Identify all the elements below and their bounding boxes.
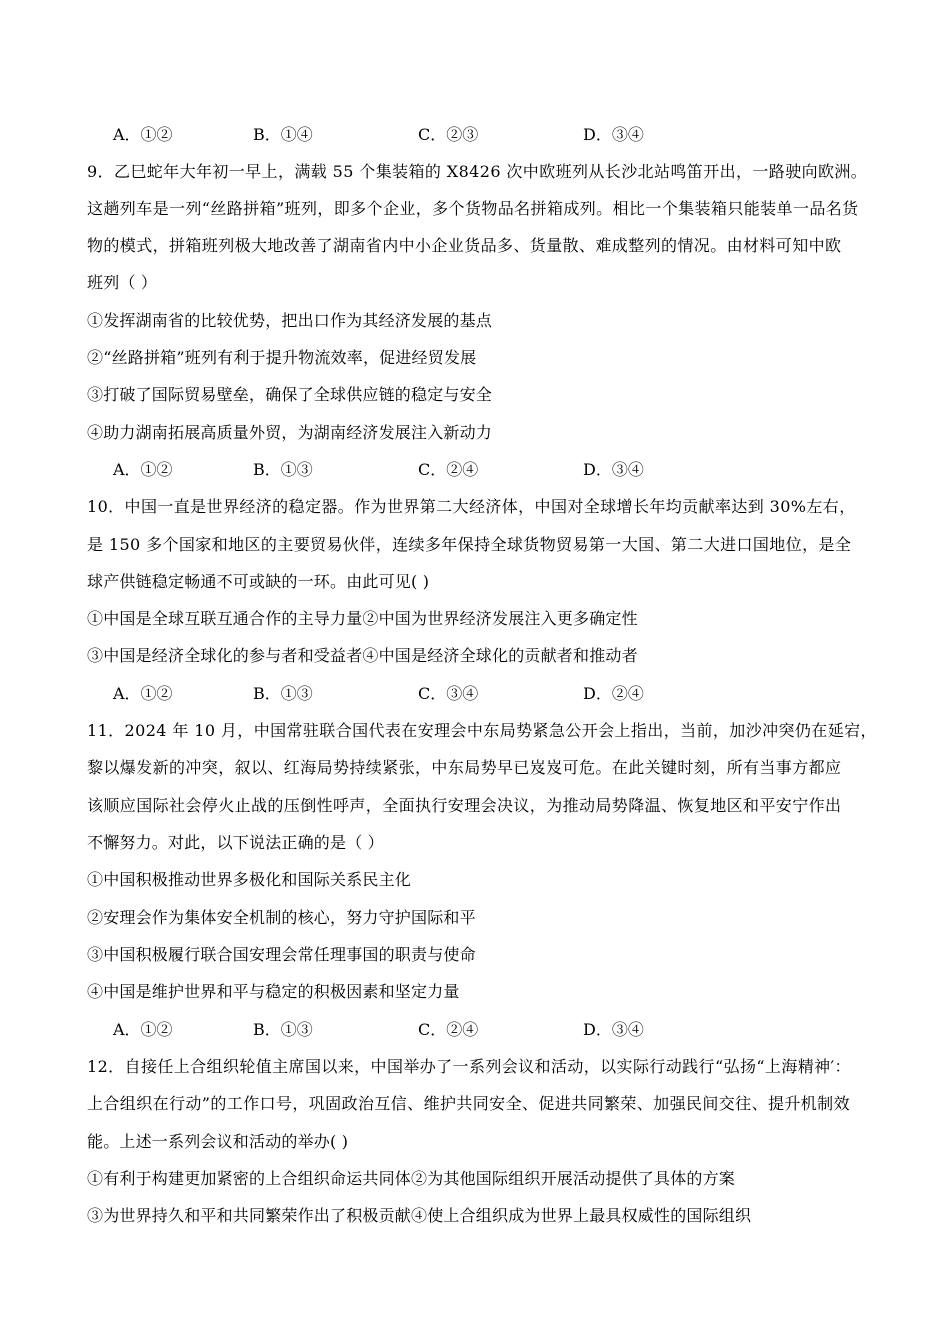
q11-stem-line-3: 该顺应国际社会停火止战的压倒性呼声，全面执行安理会决议，为推动局势降温、恢复地区和平安宁作出 — [87, 796, 842, 815]
q11-stem-line-4: 不懈努力。对此，以下说法正确的是（ ） — [87, 833, 384, 852]
q12-item-1: ①有利于构建更加紧密的上合组织命运共同体②为其他国际组织开展活动提供了具体的方案 — [87, 1169, 736, 1188]
q10-option-d[interactable]: D．②④ — [583, 684, 644, 703]
q10-stem-line-2: 是 150 多个国家和地区的主要贸易伙伴，连续多年保持全球货物贸易第一大国、第二大进口国地位，是全 — [87, 535, 852, 554]
q12-stem-line-3: 能。上述一系列会议和活动的举办( ) — [87, 1132, 349, 1151]
q9-item-2: ②“丝路拼箱”班列有利于提升物流效率，促进经贸发展 — [87, 348, 477, 367]
q9-stem-line-2: 这趟列车是一列“丝路拼箱”班列，即多个企业，多个货物品名拼箱成列。相比一个集装箱只能装单一品名货 — [87, 199, 859, 218]
q11-option-a[interactable]: A．①② — [113, 1020, 173, 1039]
q8-option-c[interactable]: C．②③ — [418, 125, 479, 144]
q9-option-b[interactable]: B．①③ — [253, 460, 313, 479]
q8-option-b[interactable]: B．①④ — [253, 125, 313, 144]
q8-option-d[interactable]: D．③④ — [583, 125, 644, 144]
q11-options — [113, 1019, 813, 1041]
q12-stem-line-1: 12．自接任上合组织轮值主席国以来，中国举办了一系列会议和活动，以实际行动践行“弘扬“上海精神′： — [87, 1057, 851, 1076]
q10-options — [113, 683, 813, 705]
q10-stem-line-3: 球产供链稳定畅通不可或缺的一环。由此可见( ) — [87, 572, 430, 591]
q9-stem-line-4: 班列（ ） — [87, 273, 158, 292]
q9-stem-line-1: 9．乙巳蛇年大年初一早上，满载 55 个集装箱的 X8426 次中欧班列从长沙北站鸣笛开出，一路驶向欧洲。 — [87, 162, 868, 181]
q10-item-2: ③中国是经济全球化的参与者和受益者④中国是经济全球化的贡献者和推动者 — [87, 646, 638, 665]
q12-stem-line-2: 上合组织在行动”的工作口号，巩固政治互信、维护共同安全、促进共同繁荣、加强民间交往、提升机制效 — [87, 1094, 850, 1113]
q9-options — [113, 459, 813, 481]
q8-options — [113, 124, 813, 146]
q10-option-c[interactable]: C．③④ — [418, 684, 479, 703]
q11-stem-line-2: 黎以爆发新的冲突，叙以、红海局势持续紧张，中东局势早已岌岌可危。在此关键时刻，所有当事方都应 — [87, 758, 842, 777]
q11-item-1: ①中国积极推动世界多极化和国际关系民主化 — [87, 870, 412, 889]
q10-option-a[interactable]: A．①② — [113, 684, 173, 703]
q10-stem-line-1: 10．中国一直是世界经济的稳定器。作为世界第二大经济体，中国对全球增长年均贡献率达到 30%左右， — [87, 497, 856, 516]
q9-option-a[interactable]: A．①② — [113, 460, 173, 479]
q11-item-4: ④中国是维护世界和平与稳定的积极因素和坚定力量 — [87, 982, 460, 1001]
q9-stem-line-3: 物的模式，拼箱班列极大地改善了湖南省内中小企业货品多、货量散、难成整列的情况。由材料可知中欧 — [87, 236, 842, 255]
q9-item-1: ①发挥湖南省的比较优势，把出口作为其经济发展的基点 — [87, 311, 493, 330]
q10-item-1: ①中国是全球互联互通合作的主导力量②中国为世界经济发展注入更多确定性 — [87, 609, 638, 628]
q11-item-3: ③中国积极履行联合国安理会常任理事国的职责与使命 — [87, 945, 476, 964]
q11-option-c[interactable]: C．②④ — [418, 1020, 479, 1039]
q10-option-b[interactable]: B．①③ — [253, 684, 313, 703]
q12-item-2: ③为世界持久和平和共同繁荣作出了积极贡献④使上合组织成为世界上最具权威性的国际组织 — [87, 1206, 752, 1225]
q9-item-4: ④助力湖南拓展高质量外贸，为湖南经济发展注入新动力 — [87, 423, 493, 442]
q9-option-c[interactable]: C．②④ — [418, 460, 479, 479]
q11-item-2: ②安理会作为集体安全机制的核心，努力守护国际和平 — [87, 908, 476, 927]
q9-item-3: ③打破了国际贸易壁垒，确保了全球供应链的稳定与安全 — [87, 385, 493, 404]
q8-option-a[interactable]: A．①② — [113, 125, 173, 144]
q11-stem-line-1: 11．2024 年 10 月，中国常驻联合国代表在安理会中东局势紧急公开会上指出，当前，加沙冲突仍在延宕， — [87, 721, 877, 740]
q9-option-d[interactable]: D．③④ — [583, 460, 644, 479]
q11-option-b[interactable]: B．①③ — [253, 1020, 313, 1039]
q11-option-d[interactable]: D．③④ — [583, 1020, 644, 1039]
